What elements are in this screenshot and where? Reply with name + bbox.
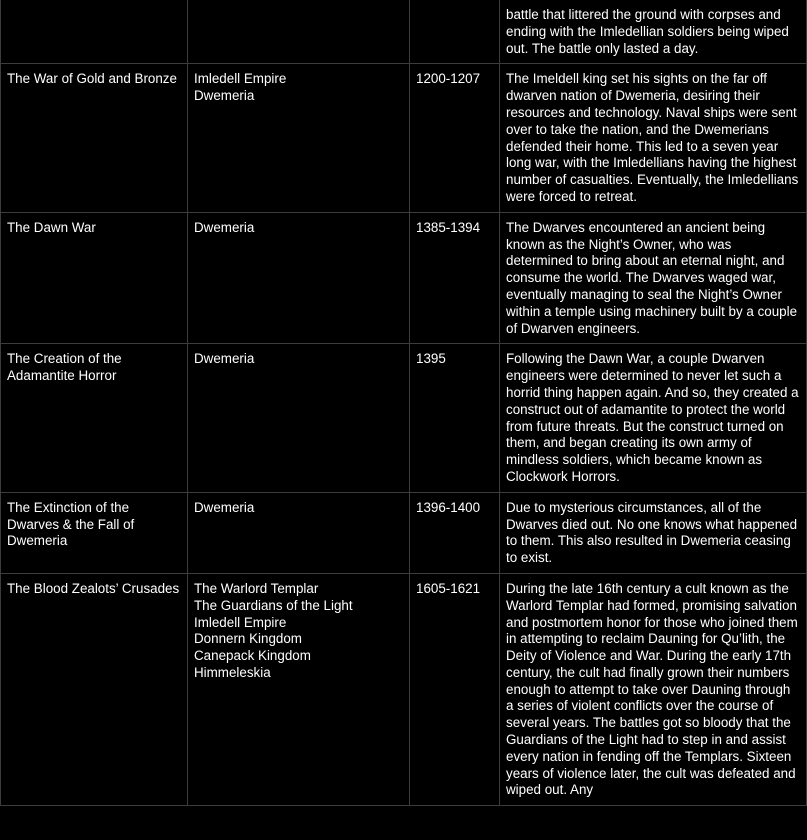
description-cell: During the late 16th century a cult known as the Warlord Templar had formed, promising salvation and postmortem honor for those who joined them in attempting to reclaim Dauning for Qu’lith, the Deity of Violence and War. During the early 17th century, the cult had finally grown their numbers enough to attempt to take over Dauning through a series of violent conflicts over the course of several years. The battles got so bloody that the Guardians of the Light had to step in and assist every nation in fending off the Templars. Sixteen years of violence later, the cult was defeated and wiped out. Any — [500, 573, 807, 805]
party-name: Dwemeria — [194, 88, 255, 104]
party-name: The Warlord Templar — [194, 580, 319, 596]
event-cell — [1, 0, 188, 64]
party-name: Dwemeria — [194, 219, 255, 235]
event-cell: The Blood Zealots’ Crusades — [1, 573, 188, 805]
parties-cell — [188, 344, 410, 492]
table-row — [1, 0, 807, 64]
description-cell: The Imeldell king set his sights on the far off dwarven nation of Dwemeria, desiring their resources and technology. Naval ships were sent over to take the nation, and the Dwemerians defended their home. This led to a seven year long war, with the Imledellians having the highest number of casualties. Eventually, the Imledellians were forced to retreat. — [500, 64, 807, 212]
party-name: Dwemeria — [194, 499, 255, 515]
description-cell: Due to mysterious circumstances, all of the Dwarves died out. No one knows what happened to them. This also resulted in Dwemeria ceasing to exist. — [500, 492, 807, 573]
event-cell: The Extinction of the Dwarves & the Fall of Dwemeria — [1, 492, 188, 573]
years-cell: 1396-1400 — [410, 492, 500, 573]
event-cell: The Creation of the Adamantite Horror — [1, 344, 188, 492]
parties-cell — [188, 0, 410, 64]
years-cell: 1200-1207 — [410, 64, 500, 212]
party-name: The Guardians of the Light — [194, 597, 353, 613]
table-row — [1, 344, 807, 492]
years-cell: 1605-1621 — [410, 573, 500, 805]
parties-cell — [188, 573, 410, 805]
table-row — [1, 212, 807, 344]
description-cell: The Dwarves encountered an ancient being known as the Night’s Owner, who was determined to bring about an eternal night, and consume the world. The Dwarves waged war, eventually managing to seal the Night’s Owner within a temple using machinery built by a couple of Dwarven engineers. — [500, 212, 807, 344]
years-cell: 1385-1394 — [410, 212, 500, 344]
table-row — [1, 492, 807, 573]
party-name: Donnern Kingdom — [194, 631, 302, 647]
table-row — [1, 573, 807, 805]
party-name: Dwemeria — [194, 351, 255, 367]
party-name: Himmeleskia — [194, 664, 271, 680]
parties-cell — [188, 64, 410, 212]
table-row — [1, 64, 807, 212]
party-name: Imledell Empire — [194, 71, 287, 87]
description-cell: Following the Dawn War, a couple Dwarven engineers were determined to never let such a horrid thing happen again. And so, they created a construct out of adamantite to protect the world from future threats. But the construct turned on them, and began creating its own army of mindless soldiers, which became known as Clockwork Horrors. — [500, 344, 807, 492]
years-cell: 1395 — [410, 344, 500, 492]
event-cell: The Dawn War — [1, 212, 188, 344]
description-cell: battle that littered the ground with corpses and ending with the Imledellian soldiers being wiped out. The battle only lasted a day. — [500, 0, 807, 64]
party-name: Imledell Empire — [194, 614, 287, 630]
parties-cell — [188, 212, 410, 344]
parties-cell — [188, 492, 410, 573]
years-cell — [410, 0, 500, 64]
party-name: Canepack Kingdom — [194, 648, 311, 664]
event-cell: The War of Gold and Bronze — [1, 64, 188, 212]
